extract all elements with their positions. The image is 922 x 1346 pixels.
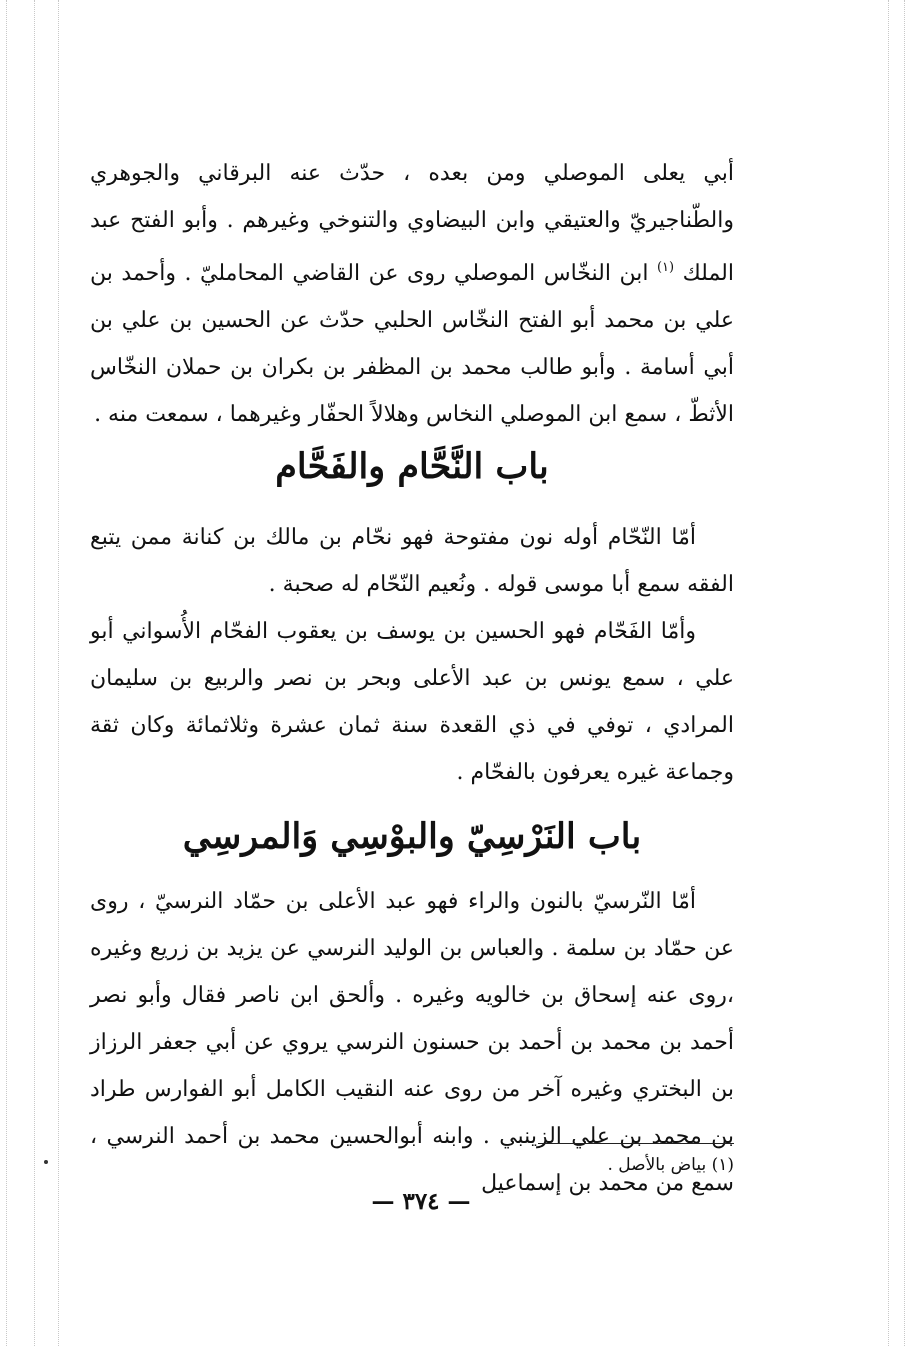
- footnote: (١) بياض بالأصل .: [607, 1155, 734, 1175]
- footnote-divider: [538, 1143, 734, 1144]
- intro-paragraph: [90, 150, 734, 438]
- paragraph-text: [90, 150, 734, 438]
- scan-margin-line: [58, 0, 59, 1346]
- paragraph-part: ابن النخّاس الموصلي روى عن القاضي المحامليّ . وأحمد بن علي بن محمد أبو الفتح النخّاس الحلبي حدّث عن الحسين بن علي بن أبي أسامة . وأبو طالب محمد بن المظفر بن بكران بن حملان النخّاس الأثطّ ، سمع ابن الموصلي النخاس وهلالاً الحفّار وغيرهما ، سمعت منه .: [90, 261, 734, 427]
- scan-margin-line: [888, 0, 889, 1346]
- page-number: — ٣٧٤ —: [371, 1188, 471, 1215]
- scan-margin-line: [6, 0, 7, 1346]
- body-paragraphs: [90, 514, 734, 796]
- paragraph-text: أمّا النّحّام أوله نون مفتوحة فهو نحّام بن مالك بن كنانة ممن يتبع الفقه سمع أبا موسى قوله . ونُعيم النّحّام له صحبة .: [90, 525, 734, 597]
- scan-margin-line: [34, 0, 35, 1346]
- paragraph-part: أبي يعلى الموصلي ومن بعده ، حدّث عنه البرقاني والجوهري والطّناجيريّ والعتيقي وابن البيضاوي والتنوخي وغيرهم . وأبو الفتح عبد الملك: [90, 161, 734, 286]
- paragraph-text: أمّا النّرسيّ بالنون والراء فهو عبد الأعلى بن حمّاد النرسيّ ، روى عن حمّاد بن سلمة . والعباس بن الوليد النرسي عن يزيد بن زريع وغيره ،روى عنه إسحاق بن خالويه وغيره . وألحق ابن ناصر فقال وأبو نصر أحمد بن محمد بن أحمد بن حسنون النرسي يروي عن أبي جعفر الرزاز بن البختري وغيره آخر من روى عنه النقيب الكامل أبو الفوارس طراد بن محمد بن علي الزينبي . وابنه أبوالحسين محمد بن أحمد النرسي ، سمع من محمد بن إسماعيل: [90, 889, 734, 1196]
- scan-margin-line: [904, 0, 905, 1346]
- section-heading: باب النَرْسِيّ والبوْسِي وَالمرسِي: [182, 816, 642, 857]
- scan-speck: [44, 1160, 48, 1164]
- paragraph-text: وأمّا الفَحّام فهو الحسين بن يوسف بن يعقوب الفحّام الأُسواني أبو علي ، سمع يونس بن عبد الأعلى وبحر بن نصر والربيع بن سليمان المرادي ، توفي في ذي القعدة سنة ثمان عشرة وثلاثمائة وكان ثقة وجماعة غيره يعرفون بالفحّام .: [90, 619, 734, 785]
- section-heading: باب النَّحَّام والفَحَّام: [275, 446, 549, 487]
- footnote-reference: (١): [656, 260, 675, 275]
